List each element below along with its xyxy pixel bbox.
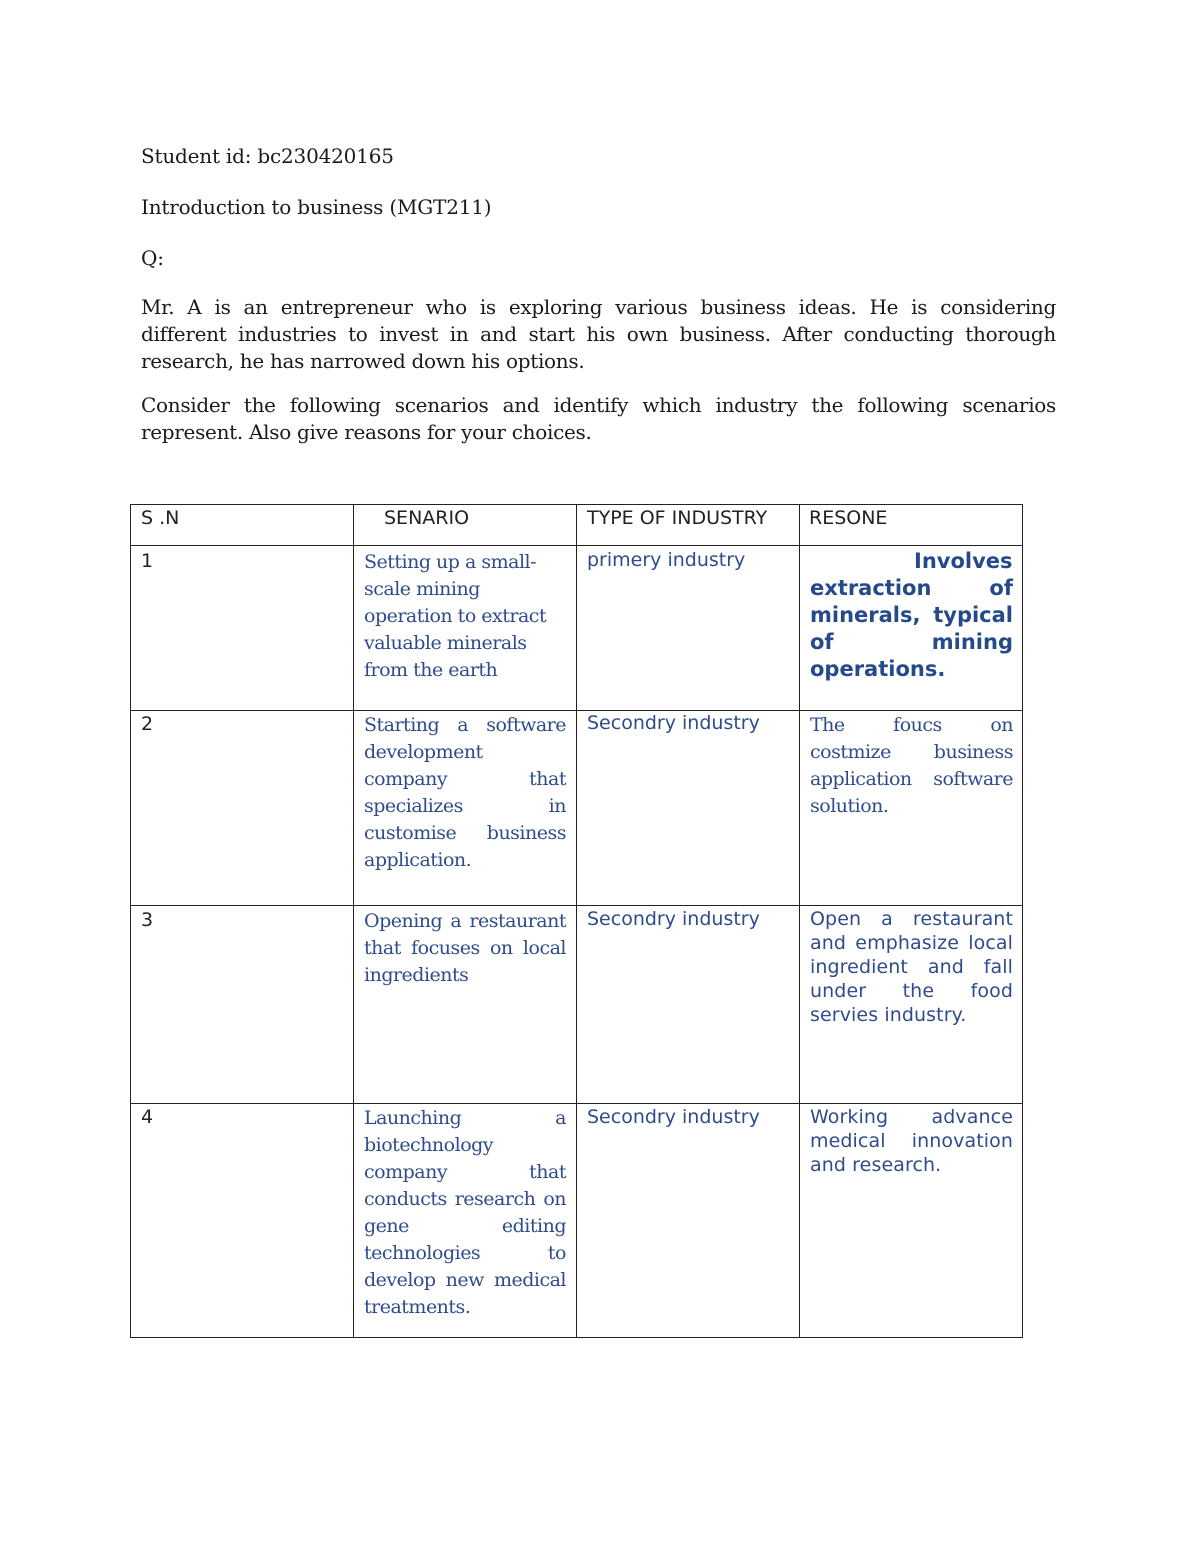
row-4-type: Secondry industry (587, 1106, 760, 1128)
row-4-sn: 4 (141, 1106, 154, 1128)
row-1-reason: Involves extraction of minerals, typical of mining operations. (810, 549, 1013, 681)
student-id: Student id: bc230420165 (141, 144, 394, 168)
row-2-sn: 2 (141, 713, 154, 735)
header-type: TYPE OF INDUSTRY (587, 507, 768, 529)
table-col-divider-1 (353, 504, 354, 1338)
row-3-scenario: Opening a restaurant that focuses on local ingredients (364, 910, 566, 986)
row-2-type: Secondry industry (587, 712, 760, 734)
scenario-table (130, 504, 1023, 1338)
row-2-reason: The foucs on costmize business application software solution. (810, 714, 1013, 817)
header-sn: S .N (141, 507, 180, 529)
header-scenario: SENARIO (384, 507, 470, 529)
table-row-divider-header (130, 545, 1023, 546)
row-4-reason: Working advance medical innovation and research. (810, 1106, 1013, 1176)
table-row-divider-3 (130, 1103, 1023, 1104)
table-row-divider-2 (130, 905, 1023, 906)
row-3-sn: 3 (141, 909, 154, 931)
row-4-scenario: Launching a biotechnology company that conducts research on gene editing technologies to develop new medical treatments. (364, 1107, 566, 1318)
header-reason: RESONE (809, 507, 888, 529)
table-border-right (1022, 504, 1023, 1338)
table-col-divider-3 (799, 504, 800, 1338)
course-title: Introduction to business (MGT211) (141, 195, 492, 219)
question-label: Q: (141, 246, 164, 270)
question-paragraph-2: Consider the following scenarios and identify which industry the following scenarios represent. Also give reasons for your choices. (141, 393, 1056, 444)
row-2-scenario: Starting a software development company that specializes in customise business application. (364, 714, 566, 871)
question-paragraph-1: Mr. A is an entrepreneur who is exploring various business ideas. He is considering different industries to invest in and start his own business. After conducting thorough research, he has narrowed down his options. (141, 295, 1056, 373)
row-3-type: Secondry industry (587, 908, 760, 930)
row-3-reason: Open a restaurant and emphasize local ingredient and fall under the food servies industry. (810, 908, 1013, 1026)
table-col-divider-2 (576, 504, 577, 1338)
row-1-scenario: Setting up a small-scale mining operation to extract valuable minerals from the earth (364, 551, 547, 681)
table-border-left (130, 504, 131, 1338)
row-1-type: primery industry (587, 549, 746, 571)
row-1-sn: 1 (141, 550, 154, 572)
table-row-divider-1 (130, 710, 1023, 711)
